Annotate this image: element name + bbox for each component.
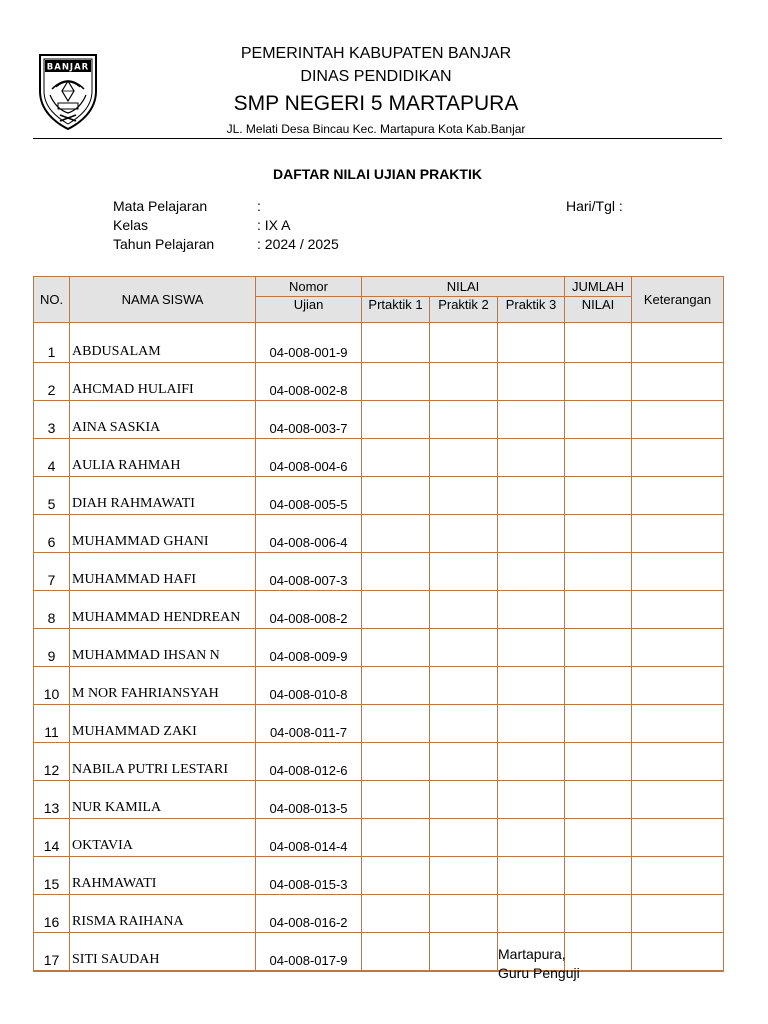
score-total[interactable]	[565, 857, 632, 895]
student-name: AINA SASKIA	[70, 401, 256, 439]
score-practice-2[interactable]	[430, 515, 498, 553]
table-row	[34, 323, 724, 363]
score-practice-3[interactable]	[498, 363, 565, 401]
score-practice-3[interactable]	[498, 705, 565, 743]
signature-place: Martapura,	[498, 946, 566, 962]
table-row	[34, 401, 724, 439]
table-row	[34, 515, 724, 553]
banjar-logo-icon	[36, 51, 100, 131]
date-label: Hari/Tgl :	[566, 198, 623, 214]
score-practice-2[interactable]	[430, 439, 498, 477]
exam-number: 04-008-007-3	[256, 553, 362, 591]
notes-cell[interactable]	[632, 401, 724, 439]
exam-number: 04-008-005-5	[256, 477, 362, 515]
table-row	[34, 705, 724, 743]
exam-number: 04-008-015-3	[256, 857, 362, 895]
score-total[interactable]	[565, 629, 632, 667]
exam-number: 04-008-012-6	[256, 743, 362, 781]
grades-table	[33, 276, 724, 972]
table-row	[34, 819, 724, 857]
score-practice-1[interactable]	[362, 781, 430, 819]
header-no: NO.	[34, 277, 70, 323]
score-practice-2[interactable]	[430, 667, 498, 705]
class-label: Kelas	[113, 217, 149, 233]
score-total[interactable]	[565, 553, 632, 591]
exam-number: 04-008-011-7	[256, 705, 362, 743]
exam-number: 04-008-010-8	[256, 667, 362, 705]
score-practice-2[interactable]	[430, 591, 498, 629]
score-practice-3[interactable]	[498, 323, 565, 363]
notes-cell[interactable]	[632, 895, 724, 933]
score-practice-1[interactable]	[362, 477, 430, 515]
score-practice-3[interactable]	[498, 477, 565, 515]
subject-value: :	[257, 198, 261, 214]
table-row	[34, 591, 724, 629]
row-number: 6	[34, 515, 70, 553]
score-practice-2[interactable]	[430, 781, 498, 819]
score-practice-3[interactable]	[498, 629, 565, 667]
score-practice-3[interactable]	[498, 781, 565, 819]
score-total[interactable]	[565, 439, 632, 477]
score-total[interactable]	[565, 743, 632, 781]
row-number: 3	[34, 401, 70, 439]
table-row	[34, 477, 724, 515]
notes-cell[interactable]	[632, 363, 724, 401]
notes-cell[interactable]	[632, 933, 724, 972]
score-practice-1[interactable]	[362, 705, 430, 743]
header-total-top: JUMLAH	[565, 277, 632, 297]
row-number: 16	[34, 895, 70, 933]
score-total[interactable]	[565, 477, 632, 515]
row-number: 10	[34, 667, 70, 705]
header-practice-3: Praktik 3	[498, 297, 565, 323]
score-total[interactable]	[565, 895, 632, 933]
score-practice-1[interactable]	[362, 667, 430, 705]
score-practice-3[interactable]	[498, 743, 565, 781]
score-practice-1[interactable]	[362, 363, 430, 401]
student-name: DIAH RAHMAWATI	[70, 477, 256, 515]
student-name: MUHAMMAD GHANI	[70, 515, 256, 553]
header-practice-1: Prtaktik 1	[362, 297, 430, 323]
exam-number: 04-008-013-5	[256, 781, 362, 819]
student-name: NABILA PUTRI LESTARI	[70, 743, 256, 781]
exam-number: 04-008-002-8	[256, 363, 362, 401]
score-practice-2[interactable]	[430, 895, 498, 933]
exam-number: 04-008-008-2	[256, 591, 362, 629]
row-number: 7	[34, 553, 70, 591]
school-address: JL. Melati Desa Bincau Kec. Martapura Kota Kab.Banjar	[226, 122, 526, 136]
table-row	[34, 667, 724, 705]
header-total-bottom: NILAI	[565, 297, 632, 323]
score-total[interactable]	[565, 591, 632, 629]
score-practice-1[interactable]	[362, 591, 430, 629]
score-practice-1[interactable]	[362, 857, 430, 895]
score-practice-2[interactable]	[430, 743, 498, 781]
header-exam-no-bottom: Ujian	[256, 297, 362, 323]
row-number: 2	[34, 363, 70, 401]
dept-name: DINAS PENDIDIKAN	[300, 68, 452, 85]
notes-cell[interactable]	[632, 591, 724, 629]
score-practice-2[interactable]	[430, 323, 498, 363]
signature-role: Guru Penguji	[498, 965, 580, 981]
score-total[interactable]	[565, 667, 632, 705]
student-name: M NOR FAHRIANSYAH	[70, 667, 256, 705]
student-name: OKTAVIA	[70, 819, 256, 857]
row-number: 9	[34, 629, 70, 667]
row-number: 17	[34, 933, 70, 972]
score-practice-2[interactable]	[430, 477, 498, 515]
exam-number: 04-008-006-4	[256, 515, 362, 553]
header-exam-no-top: Nomor	[256, 277, 362, 297]
score-practice-3[interactable]	[498, 553, 565, 591]
score-practice-1[interactable]	[362, 895, 430, 933]
exam-number: 04-008-017-9	[256, 933, 362, 972]
student-name: MUHAMMAD IHSAN N	[70, 629, 256, 667]
row-number: 14	[34, 819, 70, 857]
row-number: 8	[34, 591, 70, 629]
table-row	[34, 933, 724, 972]
notes-cell[interactable]	[632, 819, 724, 857]
table-row	[34, 781, 724, 819]
notes-cell[interactable]	[632, 323, 724, 363]
table-row	[34, 363, 724, 401]
score-practice-3[interactable]	[498, 819, 565, 857]
score-practice-1[interactable]	[362, 439, 430, 477]
score-practice-3[interactable]	[498, 401, 565, 439]
notes-cell[interactable]	[632, 553, 724, 591]
score-practice-3[interactable]	[498, 857, 565, 895]
score-practice-1[interactable]	[362, 553, 430, 591]
score-practice-2[interactable]	[430, 705, 498, 743]
score-practice-2[interactable]	[430, 857, 498, 895]
score-practice-1[interactable]	[362, 323, 430, 363]
row-number: 13	[34, 781, 70, 819]
score-practice-3[interactable]	[498, 667, 565, 705]
header-nilai: NILAI	[362, 277, 565, 297]
table-row	[34, 629, 724, 667]
row-number: 5	[34, 477, 70, 515]
notes-cell[interactable]	[632, 857, 724, 895]
row-number: 12	[34, 743, 70, 781]
notes-cell[interactable]	[632, 477, 724, 515]
score-total[interactable]	[565, 781, 632, 819]
student-name: AHCMAD HULAIFI	[70, 363, 256, 401]
student-name: RISMA RAIHANA	[70, 895, 256, 933]
svg-text:BANJAR: BANJAR	[46, 62, 90, 73]
score-practice-1[interactable]	[362, 515, 430, 553]
score-practice-1[interactable]	[362, 743, 430, 781]
row-number: 15	[34, 857, 70, 895]
table-row	[34, 553, 724, 591]
score-total[interactable]	[565, 515, 632, 553]
table-row	[34, 895, 724, 933]
exam-number: 04-008-014-4	[256, 819, 362, 857]
header-practice-2: Praktik 2	[430, 297, 498, 323]
score-practice-3[interactable]	[498, 895, 565, 933]
exam-number: 04-008-001-9	[256, 323, 362, 363]
score-practice-2[interactable]	[430, 933, 498, 972]
student-name: NUR KAMILA	[70, 781, 256, 819]
exam-number: 04-008-009-9	[256, 629, 362, 667]
exam-number: 04-008-016-2	[256, 895, 362, 933]
student-name: ABDUSALAM	[70, 323, 256, 363]
score-practice-2[interactable]	[430, 401, 498, 439]
score-practice-1[interactable]	[362, 629, 430, 667]
student-name: MUHAMMAD HAFI	[70, 553, 256, 591]
score-practice-1[interactable]	[362, 933, 430, 972]
student-name: MUHAMMAD ZAKI	[70, 705, 256, 743]
score-practice-1[interactable]	[362, 401, 430, 439]
notes-cell[interactable]	[632, 667, 724, 705]
score-total[interactable]	[565, 363, 632, 401]
notes-cell[interactable]	[632, 781, 724, 819]
score-total[interactable]	[565, 323, 632, 363]
exam-number: 04-008-003-7	[256, 401, 362, 439]
year-label: Tahun Pelajaran	[113, 236, 215, 252]
score-practice-2[interactable]	[430, 363, 498, 401]
score-practice-3[interactable]	[498, 515, 565, 553]
notes-cell[interactable]	[632, 705, 724, 743]
notes-cell[interactable]	[632, 439, 724, 477]
row-number: 11	[34, 705, 70, 743]
score-practice-2[interactable]	[430, 553, 498, 591]
table-row	[34, 857, 724, 895]
score-practice-2[interactable]	[430, 819, 498, 857]
row-number: 4	[34, 439, 70, 477]
table-row	[34, 743, 724, 781]
notes-cell[interactable]	[632, 515, 724, 553]
student-name: MUHAMMAD HENDREAN	[70, 591, 256, 629]
student-name: RAHMAWATI	[70, 857, 256, 895]
row-number: 1	[34, 323, 70, 363]
score-practice-3[interactable]	[498, 439, 565, 477]
score-practice-1[interactable]	[362, 819, 430, 857]
student-name: AULIA RAHMAH	[70, 439, 256, 477]
gov-name: PEMERINTAH KABUPATEN BANJAR	[240, 45, 512, 62]
header-divider	[33, 138, 722, 139]
subject-label: Mata Pelajaran	[113, 198, 208, 214]
score-total[interactable]	[565, 819, 632, 857]
year-value: : 2024 / 2025	[257, 236, 339, 252]
document-title: DAFTAR NILAI UJIAN PRAKTIK	[273, 166, 482, 182]
score-practice-3[interactable]	[498, 591, 565, 629]
table-row	[34, 439, 724, 477]
notes-cell[interactable]	[632, 743, 724, 781]
header-notes: Keterangan	[632, 277, 724, 323]
exam-number: 04-008-004-6	[256, 439, 362, 477]
score-practice-2[interactable]	[430, 629, 498, 667]
school-name: SMP NEGERI 5 MARTAPURA	[233, 92, 519, 115]
student-name: SITI SAUDAH	[70, 933, 256, 972]
score-total[interactable]	[565, 705, 632, 743]
header-name: NAMA SISWA	[70, 277, 256, 323]
notes-cell[interactable]	[632, 629, 724, 667]
class-value: : IX A	[257, 217, 291, 233]
score-total[interactable]	[565, 401, 632, 439]
